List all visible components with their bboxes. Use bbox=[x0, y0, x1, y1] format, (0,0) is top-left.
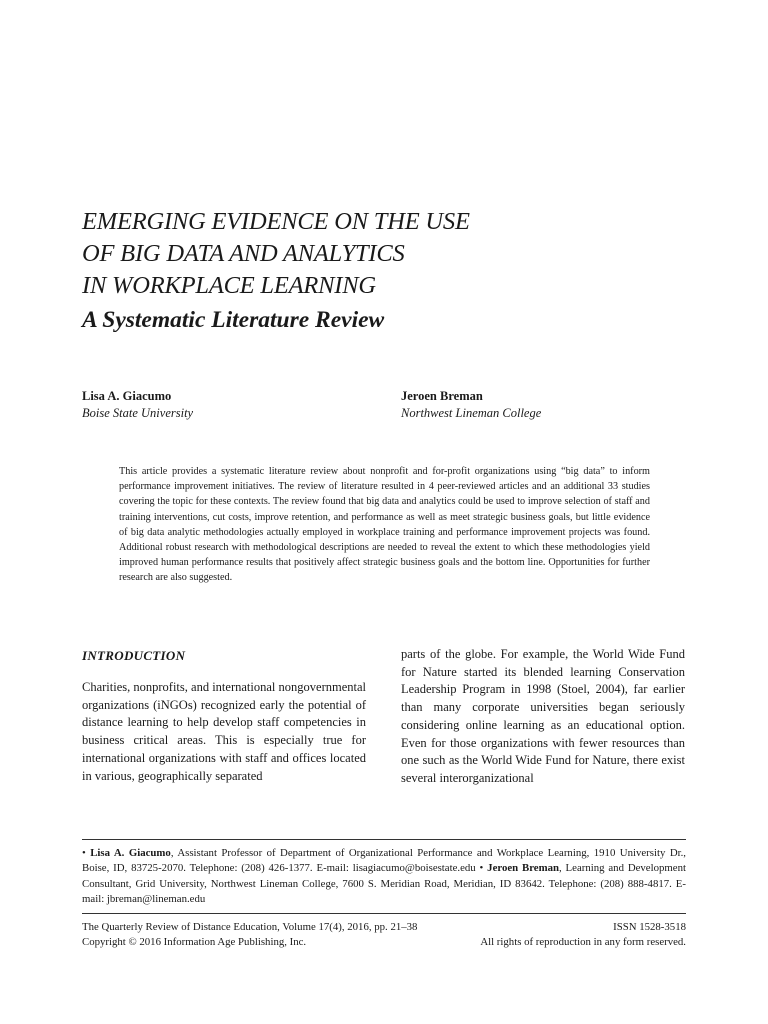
journal-citation: The Quarterly Review of Distance Education, Volume 17(4), 2016, pp. 21–38 bbox=[82, 921, 418, 933]
title-line-3: IN WORKPLACE LEARNING bbox=[82, 272, 376, 299]
author-name: Lisa A. Giacumo bbox=[82, 389, 172, 403]
article-title bbox=[82, 206, 702, 336]
author-name: Jeroen Breman bbox=[401, 389, 483, 403]
rights-notice: All rights of reproduction in any form reserved. bbox=[480, 936, 686, 948]
author-footnote bbox=[82, 846, 686, 907]
page-footer bbox=[82, 920, 686, 950]
footnote-text: , Learning and Development Consultant, Grid University, Northwest Lineman College, 7600 S. Meridian Road, Meridian, ID 83642. Telephone: (208) 888-4817. E-mail: jbreman@lineman.edu bbox=[82, 862, 686, 905]
footer-divider bbox=[82, 913, 686, 914]
title-line-1: EMERGING EVIDENCE ON THE USE bbox=[82, 208, 470, 235]
copyright: Copyright © 2016 Information Age Publishing, Inc. bbox=[82, 936, 307, 948]
body-text: parts of the globe. For example, the World Wide Fund for Nature started its blended learning Conservation Leadership Program in 1998 (Stoel, 2004), far earlier than many corporate universities began seriously considering online learning as an educational option. Even for those organizations with fewer resources than one such as the World Wide Fund for Nature, there exist several interorganizational bbox=[401, 647, 685, 785]
author-affiliation: Northwest Lineman College bbox=[401, 406, 542, 420]
column-left bbox=[82, 647, 366, 785]
footnote-divider bbox=[82, 839, 686, 840]
author-block-2 bbox=[401, 388, 541, 422]
title-line-2: OF BIG DATA AND ANALYTICS bbox=[82, 240, 405, 267]
author-affiliation: Boise State University bbox=[82, 406, 194, 420]
footnote-text: , Assistant Professor of Department of Organizational Performance and Workplace Learning, 1910 University Dr., Boise, ID, 83725-2070. Telephone: (208) 426-1377. E-mail: lisagiacumo@boisestate.edu • bbox=[82, 847, 687, 875]
issn: ISSN 1528-3518 bbox=[613, 921, 686, 933]
section-heading: INTRODUCTION bbox=[82, 648, 186, 663]
footnote-author-name: Lisa A. Giacumo bbox=[90, 847, 171, 859]
author-block-1 bbox=[82, 388, 193, 422]
body-text: Charities, nonprofits, and international nongovernmental organizations (iNGOs) recognized early the potential of distance learning to help develop staff competencies in business critical areas. This is especially true for international organizations with staff and offices located in various, geographically separated bbox=[82, 680, 366, 783]
column-right bbox=[401, 646, 685, 788]
article-subtitle: A Systematic Literature Review bbox=[82, 307, 385, 333]
footnote-author-name: Jeroen Breman bbox=[487, 862, 559, 875]
abstract: This article provides a systematic literature review about nonprofit and for-profit organizations using “big data” to inform performance improvement initiatives. The review of literature resulted in 4 peer-reviewed articles and an additional 33 studies covering the topic for these contexts. The review found that big data and analytics could be used to improve selection of staff and training interventions, cut costs, improve retention, and performance as well as meet strategic business goals, but little evidence of big data analytic methodologies actually employed in workplace training and performance improvement projects was found. Additional robust research with methodological descriptions are needed to reveal the extent to which these methodologies yield improved human performance results that positively affect strategic business goals and the bottom line. Opportunities for further research are also suggested. bbox=[119, 466, 650, 584]
bullet: • bbox=[82, 847, 91, 859]
